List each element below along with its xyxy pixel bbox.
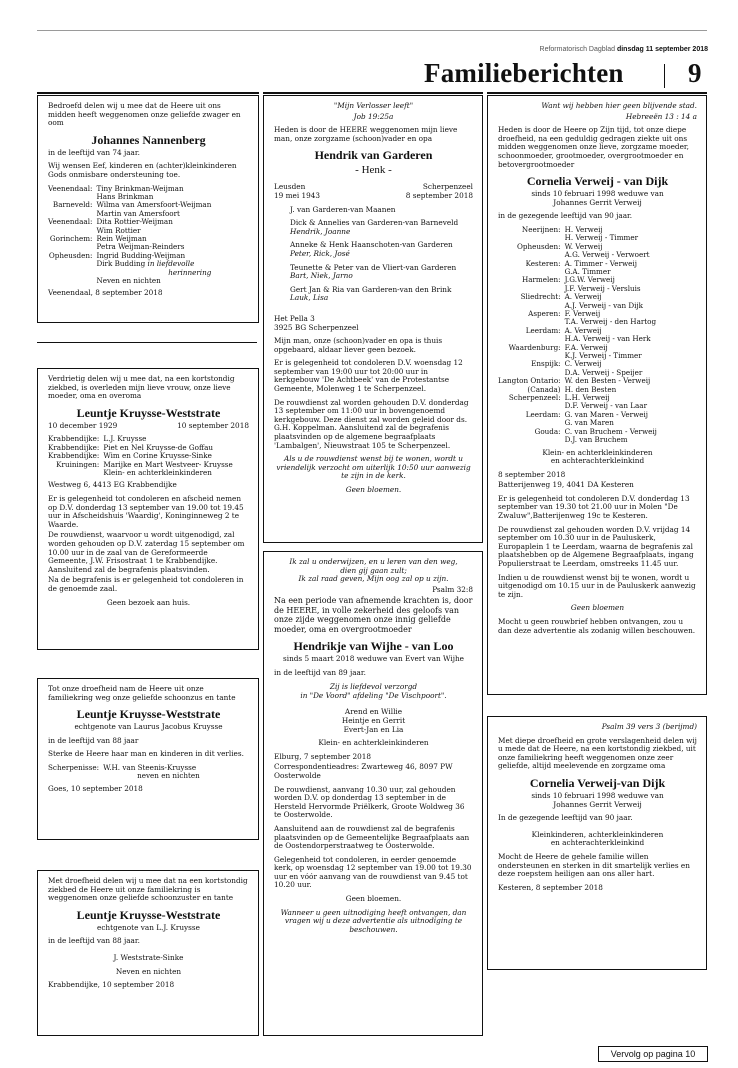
family-entry: Anneke & Henk Haanschoten-van Garderen Peter, Rick, José: [290, 240, 453, 258]
letter-text: Mocht u geen rouwbrief hebben ontvangen, zou u dan deze advertentie als zodanig willen beschouwen.: [498, 617, 696, 635]
family-row: (Canada) H. den Besten: [527, 384, 617, 394]
rest-text: Mijn man, onze (schoon)vader en opa is thuis opgebaard, aldaar liever geen bezoek.: [274, 336, 443, 354]
intro-text: Na een periode van afnemende krachten is, door de HEERE, in volle zekerheid des geloofs van onze zijde weggenomen onze innig geliefde moeder, oma en overgrootmoeder: [274, 596, 473, 634]
masthead: [540, 46, 708, 53]
condolence-text: Er is gelegenheid tot condoleren en afscheid nemen op D.V. donderdag 13 september van 19.00 tot 19.45 uur in Afscheidshuis 'Waardig', Koninginneweg 2 te Waarde.: [48, 494, 244, 529]
burial-text: Aansluitend aan de rouwdienst zal de begrafenis plaatsvinden op de Gemeentelijke Begraafplaats aan de Oostendorperstraatweg te Oosterwolde.: [274, 823, 470, 851]
intro-text: Heden is door de Heere op Zijn tijd, tot onze diepe droefheid, na een geduldig gedragen ziekte uit ons midden weggenomen onze lieve, zorgzame moeder, schoonmoeder, grootmoeder, overgrootmoeder en betovergrootmoeder: [498, 125, 689, 169]
thanks-text: Wij wensen Eef, kinderen en (achter)kleinkinderen Gods onmisbare ondersteuning toe.: [48, 161, 237, 179]
deceased-name: Leuntje Kruysse-Weststrate: [76, 707, 221, 722]
family-row: Barneveld: Wilma van Amersfoort-Weijman: [52, 200, 212, 210]
deceased-nickname: - Henk -: [355, 164, 392, 177]
family-row: Scherpenisse: W.H. van Steenis-Kruysse: [48, 762, 197, 772]
care-text: Zij is liefdevol verzorgd in "De Voord" afdeling "De Vischpoort".: [300, 682, 447, 700]
title-divider: [664, 64, 665, 88]
family-row: Kruiningen: Marijke en Mart Westveer- Kruysse: [56, 459, 233, 469]
wish-text: Sterke de Heere haar man en kinderen in dit verlies.: [48, 749, 244, 759]
life-dates: [48, 422, 249, 431]
family-row: G.A. Timmer: [564, 266, 611, 276]
family-row: Kesteren: A. Timmer - Verweij: [525, 258, 637, 268]
obituary-van-garderen: [263, 95, 483, 543]
column-separator: [37, 342, 257, 343]
note-text: Als u de rouwdienst wenst bij te wonen, wordt u vriendelijk verzocht om uiterlijk 10:50 uur aanwezig te zijn in de kerk.: [276, 454, 471, 481]
family-row: J.F. Verweij - Versluis: [564, 283, 641, 293]
place-date: Goes, 10 september 2018: [48, 783, 143, 793]
closing-text: Geen bloemen.: [345, 485, 402, 494]
memory-text-2: herinnering: [168, 267, 212, 277]
top-rule: [37, 30, 707, 31]
funeral-text: De rouwdienst zal gehouden worden D.V. vrijdag 14 september om 10.30 uur in de Pauluskerk, Europaplein 1 te Leerdam, waarna de begrafenis zal plaatshebben op de Algemene Begraafplaats, ingang Populierstraat te Leerdam, omstreeks 11.45 uur.: [498, 524, 694, 569]
family-row: K.J. Verweij - Timmer: [564, 351, 642, 361]
age-text: in de leeftijd van 89 jaar.: [274, 667, 366, 677]
address-text: Westweg 6, 4413 EG Krabbendijke: [48, 480, 177, 490]
age-text: in de leeftijd van 74 jaar.: [48, 147, 140, 157]
family-row: Krabbendijke: L.J. Kruysse: [48, 434, 147, 444]
family-entry: Gert Jan & Ria van Garderen-van den Brink Lauk, Lisa: [290, 284, 452, 303]
family-row: Neerijnen: H. Verweij: [521, 224, 603, 234]
widow-text: J. van Garderen-van Maanen: [290, 204, 396, 214]
verse-text: "Mijn Verlosser leeft": [333, 101, 414, 110]
column-rule-3: [487, 92, 707, 94]
verse-reference: Job 19:25a: [353, 111, 394, 121]
family-entry: Dick & Annelies van Garderen-van Barneveld Hendrik, Joanne: [290, 218, 459, 236]
obituary-kruysse-1: [37, 368, 259, 650]
place-date: Krabbendijke, 10 september 2018: [48, 980, 175, 990]
age-text: in de leeftijd van 88 jaar.: [48, 936, 140, 946]
children-list: Arend en Willie Heintje en Gerrit Evert-Jan en Lia: [341, 707, 406, 734]
family-row: D.A. Verweij - Speijer: [564, 367, 643, 377]
birth-date: 19 mei 1943: [274, 190, 321, 200]
place-date: Veenendaal, 8 september 2018: [48, 288, 163, 298]
family-row: Waardenburg: F.A. Verweij: [508, 342, 608, 352]
family-row: Sliedrecht: A. Verweij: [520, 292, 602, 302]
condolence-text: Gelegenheid tot condoleren, in eerder genoemde kerk, op woensdag 12 september van 19.00 tot 19.30 uur en vóór aanvang van de rouwdienst van 9.45 tot 10.20 uur.: [274, 854, 472, 890]
grandchildren-text: Klein- en achterkleinkinderen en achterachterkleinkind: [542, 447, 653, 466]
family-entry: Teunette & Peter van de Vliert-van Garderen Bart, Niek, Jarno: [290, 262, 457, 281]
obituary-verweij-1: [487, 95, 707, 695]
deceased-name: Cornelia Verweij-van Dijk: [529, 775, 666, 790]
correspondence-text: Correspondentieadres: Zwarteweg 46, 8097 PW Oosterwolde: [274, 762, 453, 780]
life-dates: [274, 192, 473, 201]
family-row: A.G. Verweij - Verwoert: [564, 250, 650, 260]
obituary-van-wijhe: [263, 551, 483, 1036]
widow-text: sinds 10 februari 1998 weduwe van Johannes Gerrit Verweij: [531, 790, 664, 809]
funeral-text: De rouwdienst, aanvang 10.30 uur, zal gehouden worden D.V. op donderdag 13 september in de Hersteld Hervormde Priëlkerk, Groote Woldweg 36 te Oosterwolde.: [274, 784, 465, 820]
family-row: Dirk Budding in liefdevolle: [96, 259, 195, 269]
family-row: Gorinchem: Rein Weijman: [49, 234, 147, 243]
family-row: Gouda: C. van Bruchem - Verweij: [534, 426, 657, 436]
widow-text: sinds 10 februari 1998 weduwe van Johannes Gerrit Verweij: [531, 189, 664, 207]
intro-text: Verdrietig delen wij u mee dat, na een kortstondig ziekbed, is overleden mijn lieve vrouw, onze lieve moeder, oma en overoma: [48, 374, 235, 401]
family-row: Scherpenzeel: L.H. Verweij: [508, 393, 610, 403]
verse-reference: Hebreeën 13 : 14 a: [625, 111, 697, 121]
page-number: 9: [688, 58, 702, 88]
address-text: Het Pella 3 3925 BG Scherpenzeel: [274, 313, 359, 332]
obituary-kruysse-2: [37, 678, 259, 840]
family-row: Leerdam: A. Verweij: [525, 325, 602, 335]
intro-text: Met diepe droefheid en grote verslagenheid delen wij u mede dat de Heere, na een kortstondig ziekbed, uit onze familiekring heeft weggenomen onze zeer geliefde, altijd meelevende en zorgzame oma: [498, 735, 697, 771]
death-date: 10 september 2018: [177, 420, 249, 430]
publication-name: Reformatorisch Dagblad: [539, 46, 615, 53]
family-list: [274, 219, 473, 303]
intro-text: Tot onze droefheid nam de Heere uit onze familiekring weg onze geliefde schoonzus en tante: [48, 684, 236, 702]
continued-link[interactable]: Vervolg op pagina 10: [598, 1046, 708, 1062]
wish-text: Mocht de Heere de gehele familie willen ondersteunen en sterken in dit smartelijk verlies en deze roepstem heiligen aan ons aller hart.: [498, 851, 690, 879]
memory-text: in liefdevolle: [147, 259, 195, 269]
deceased-name: Leuntje Kruysse-Weststrate: [76, 907, 221, 922]
page-title: Familieberichten: [424, 58, 624, 88]
intro-text: Bedroefd delen wij u mee dat de Heere uit ons midden heeft weggenomen onze geliefde zwager en oom: [48, 101, 241, 128]
closing-text: Geen bezoek aan huis.: [106, 597, 191, 607]
widow-text: sinds 5 maart 2018 weduwe van Evert van Wijhe: [282, 654, 465, 663]
deceased-name: Hendrik van Garderen: [314, 148, 433, 163]
deceased-name: Cornelia Verweij - van Dijk: [526, 174, 669, 189]
life-places: Leusden Scherpenzeel: [274, 182, 473, 192]
deceased-name: Johannes Nannenberg: [91, 132, 206, 147]
verse-text: Ik zal u onderwijzen, en u leren van den weg, dien gij gaan zult; Ik zal raad geven, Mijn oog zal op u zijn.: [289, 557, 458, 584]
family-row: T.A. Verweij - den Hartog: [564, 317, 657, 327]
nephews-text: Neven en nichten: [96, 276, 161, 286]
funeral-text: De rouwdienst zal worden gehouden D.V. donderdag 13 september om 11:00 uur in bovengenoemd kerkgebouw. Deze dienst zal worden geleid door ds. G.H. Koppelman. Aansluitend zal de begrafenis plaatsvinden op de algemene begraafplaats 'Lambalgen', Nieuwstraat 105 te Scherpenzeel.: [274, 397, 469, 450]
family-row: Leerdam: G. van Maren - Verweij: [525, 409, 649, 419]
issue-date: dinsdag 11 september 2018: [616, 46, 708, 53]
signed-text: J. Weststrate-Sinke: [113, 952, 184, 962]
condolence-text: Er is gelegenheid tot condoleren D.V. donderdag 13 september van 19.30 tot 21.00 uur in Molen "De Zwaluw",Batterijenweg 19c te Kesteren.: [498, 493, 690, 521]
family-row: Opheusden: Ingrid Budding-Weijman: [48, 250, 186, 260]
family-row: Harmelen: J.G.W. Verweij: [521, 275, 615, 285]
deceased-name: Hendrikje van Wijhe - van Loo: [293, 639, 454, 653]
verse-text: Psalm 39 vers 3 (berijmd): [601, 722, 697, 731]
obituary-kruysse-3: [37, 870, 259, 1036]
intro-text: Met droefheid delen wij u mee dat na een kortstondig ziekbed de Heere uit onze familiekring is weggenomen onze geliefde schoonzuster en tante: [48, 876, 248, 903]
family-list: [48, 764, 200, 781]
age-text: In de gezegende leeftijd van 90 jaar.: [498, 813, 633, 823]
funeral-text: De rouwdienst, waarvoor u wordt uitgenodigd, zal worden gehouden op D.V. zaterdag 15 september om 10.00 uur in de zaal van de Gereformeerde Gemeente, J.W. Frisostraat 1 te Krabbendijke. Aansluitend zal de begrafenis plaatsvinden.: [48, 530, 245, 574]
family-row: [48, 277, 211, 285]
family-row: Wim Rottier: [96, 225, 141, 235]
family-row: Veenendaal: Tiny Brinkman-Weijman: [48, 183, 184, 193]
obituary-nannenberg: [37, 95, 259, 323]
obituary-verweij-2: [487, 716, 707, 970]
family-row: Martin van Amersfoort: [96, 208, 180, 218]
place-date: Kesteren, 8 september 2018: [498, 882, 603, 892]
family-row: H.A. Verweij - van Herk: [564, 334, 651, 344]
verse-reference: Psalm 32:8: [432, 584, 473, 594]
closing-text: Geen bloemen.: [345, 894, 402, 904]
grandchildren-text: Klein- en achterkleinkinderen: [318, 738, 429, 748]
deceased-name: Leuntje Kruysse-Weststrate: [76, 405, 221, 420]
family-row: Langton Ontario: W. den Besten - Verweij: [498, 376, 651, 386]
family-row: Hans Brinkman: [96, 191, 154, 201]
family-row: D.F. Verweij - van Laar: [564, 401, 648, 411]
place-date: 8 september 2018: [498, 469, 566, 479]
spouse-text: echtgenote van L.J. Kruysse: [97, 922, 200, 932]
family-row: H. Verweij - Timmer: [564, 233, 639, 243]
condolence-text: Er is gelegenheid tot condoleren D.V. woensdag 12 september van 19:00 uur tot 20:00 uur in kerkgebouw 'De Achtbeek' van de Protestantse Gemeente, Molenweg 1 te Scherpenzeel.: [274, 358, 463, 394]
family-list: [498, 226, 657, 445]
family-row: Veenendaal: Dita Rottier-Weijman: [48, 217, 173, 227]
nephews-text: Neven en nichten: [115, 966, 182, 976]
family-row: Asperen: F. Verweij: [528, 309, 601, 318]
grandchildren-text: Kleinkinderen, achterkleinkinderen en achterachterkleinkind: [531, 829, 664, 848]
age-text: in de gezegende leeftijd van 90 jaar.: [498, 211, 633, 221]
column-rule-1: [37, 92, 259, 94]
verse-text: Want wij hebben hier geen blijvende stad.: [541, 101, 697, 110]
family-row: Krabbendijke: Piet en Nel Kruysse-de Goffau: [48, 442, 213, 452]
place-date: Elburg, 7 september 2018: [274, 751, 372, 761]
after-text: Na de begrafenis is er gelegenheid tot condoleren in de genoemde zaal.: [48, 575, 244, 593]
family-row: G. van Maren: [564, 418, 614, 428]
intro-text: Heden is door de HEERE weggenomen mijn lieve man, onze zorgzame (schoon)vader en opa: [274, 125, 458, 143]
age-text: in de leeftijd van 88 jaar: [48, 735, 139, 745]
family-row: neven en nichten: [137, 771, 200, 781]
note-text: Indien u de rouwdienst wenst bij te wonen, wordt u uitgenodigd om 10.15 uur in de Pauluskerk aanwezig te zijn.: [498, 572, 696, 599]
spouse-text: echtgenote van Laurus Jacobus Kruysse: [74, 722, 223, 732]
family-row: Petra Weijman-Reinders: [96, 242, 185, 252]
family-row: Enspijk: C. Verweij: [531, 359, 602, 369]
birth-date: 10 december 1929: [48, 420, 118, 430]
family-row: D.J. van Bruchem: [564, 435, 628, 445]
note-text: Wanneer u geen uitnodiging heeft ontvangen, dan vragen wij u deze advertentie als uitnodiging te beschouwen.: [280, 907, 467, 934]
family-list: [48, 185, 211, 286]
death-date: 8 september 2018: [405, 190, 473, 200]
family-row: A.J. Verweij - van Dijk: [564, 300, 644, 310]
family-row: Opheusden: W. Verweij: [517, 241, 603, 251]
column-rule-2: [263, 92, 483, 94]
family-list: [48, 435, 233, 477]
address-text: Batterijenweg 19, 4041 DA Kesteren: [498, 480, 634, 490]
flowers-text: Geen bloemen: [570, 603, 625, 613]
family-row: Krabbendijke: Wim en Corine Kruysse-Sinke: [48, 451, 212, 461]
family-row: Klein- en achterkleinkinderen: [103, 468, 212, 477]
